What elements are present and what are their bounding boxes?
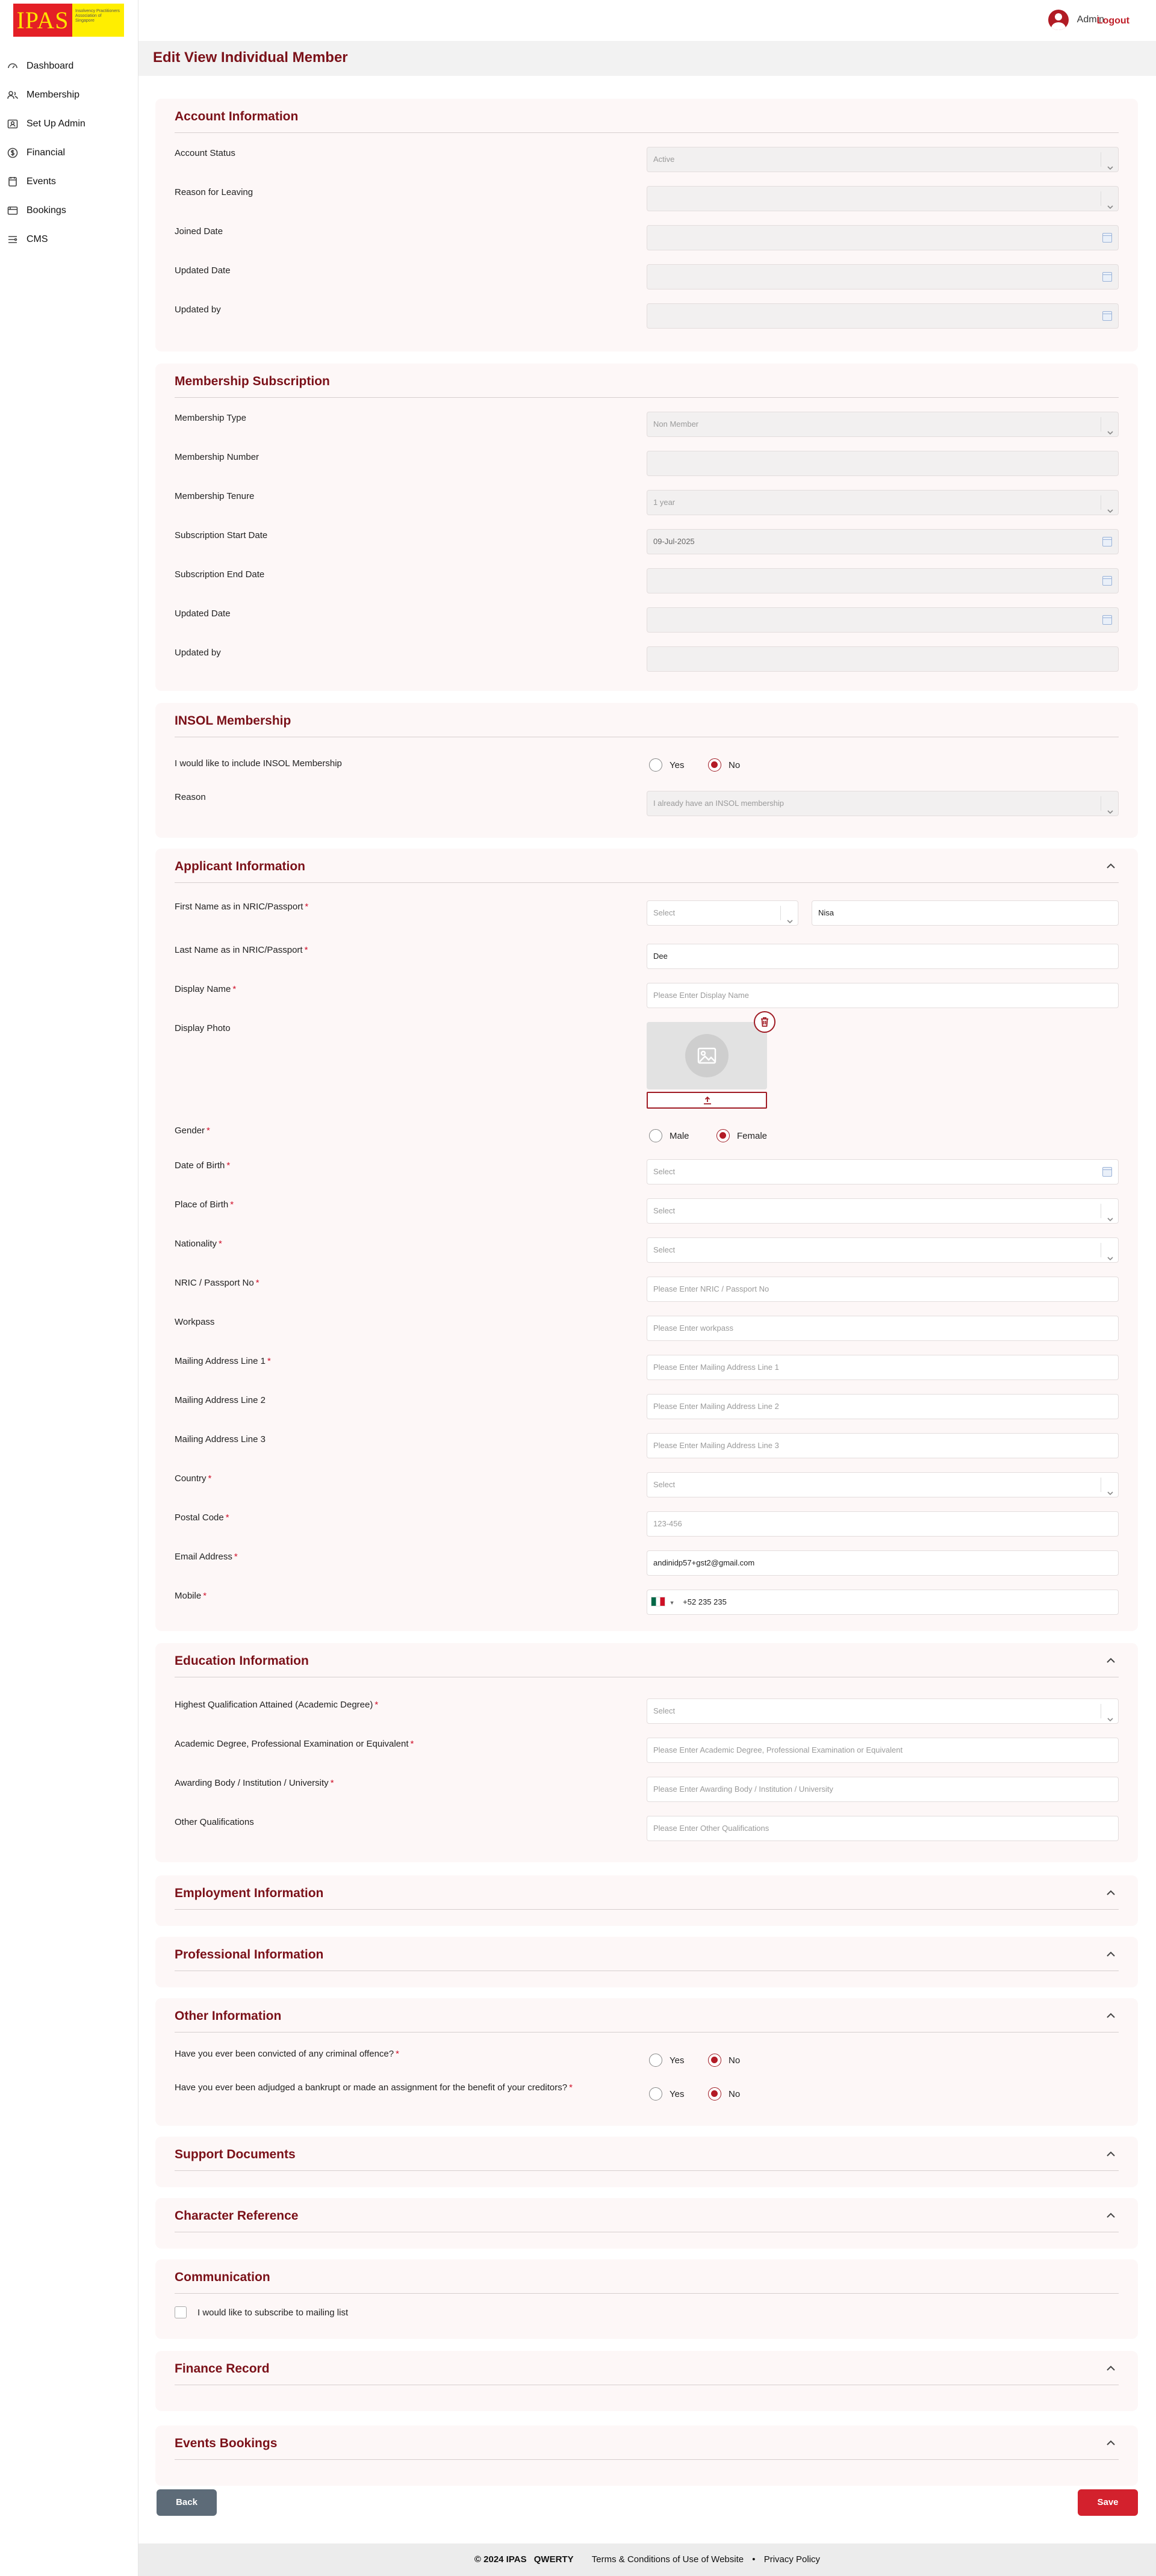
bankrupt-no-radio[interactable]: [708, 2087, 740, 2101]
nric-placeholder: Please Enter NRIC / Passport No: [653, 1284, 769, 1293]
chevron-down-icon: [1107, 421, 1113, 427]
chevron-down-icon: [1107, 1708, 1113, 1714]
admin-icon: [7, 119, 18, 129]
radio-label: No: [729, 2055, 741, 2066]
user-avatar-icon: [1048, 10, 1069, 30]
chevron-down-icon: [1107, 1482, 1113, 1488]
bookings-icon: [7, 205, 18, 216]
radio-label: Yes: [670, 2055, 685, 2066]
date-of-birth-field[interactable]: [647, 1159, 1119, 1184]
chevron-up-icon[interactable]: [1104, 1654, 1117, 1667]
country-placeholder: Select: [653, 1480, 676, 1489]
nric-label: NRIC / Passport No *: [175, 1278, 259, 1288]
reason-for-leaving-label: Reason for Leaving: [175, 187, 253, 197]
workpass-label: Workpass: [175, 1317, 215, 1327]
footer: [138, 2543, 1156, 2576]
address-line-3-input[interactable]: [647, 1433, 1119, 1458]
address-line-2-label: Mailing Address Line 2: [175, 1395, 266, 1405]
gender-male-radio[interactable]: [649, 1129, 689, 1142]
awarding-body-label: Awarding Body / Institution / University *: [175, 1778, 334, 1788]
address-line-3-placeholder: Please Enter Mailing Address Line 3: [653, 1441, 779, 1450]
calendar-icon[interactable]: [1102, 615, 1112, 625]
criminal-offence-label: Have you ever been convicted of any criminal offence? *: [175, 2049, 399, 2059]
address-line-2-input[interactable]: [647, 1394, 1119, 1419]
sidebar-item-financial[interactable]: [0, 138, 138, 167]
updated-by-field[interactable]: [647, 303, 1119, 329]
other-qualifications-input[interactable]: [647, 1816, 1119, 1841]
chevron-down-icon: [1107, 156, 1113, 163]
communication-card: [155, 2259, 1138, 2339]
insol-yes-radio[interactable]: [649, 758, 684, 772]
salutation-select[interactable]: [647, 900, 798, 926]
nric-label-text: NRIC / Passport No: [175, 1278, 254, 1288]
divider: [175, 397, 1119, 398]
page-title: Edit View Individual Member: [153, 49, 348, 66]
academic-degree-input[interactable]: [647, 1738, 1119, 1763]
first-name-value: Nisa: [818, 908, 834, 917]
divider: [175, 882, 1119, 883]
mobile-label-text: Mobile: [175, 1591, 202, 1601]
country-select[interactable]: [647, 1472, 1119, 1497]
events-bookings-card[interactable]: [155, 2426, 1138, 2486]
chevron-up-icon[interactable]: [1104, 859, 1117, 873]
sidebar-item-setup-admin[interactable]: [0, 110, 138, 138]
education-information-card: [155, 1643, 1138, 1862]
chevron-up-icon[interactable]: [1104, 2147, 1117, 2161]
last-name-value: Dee: [653, 952, 668, 961]
subscription-end-label: Subscription End Date: [175, 569, 265, 580]
subscription-updated-by-label: Updated by: [175, 648, 221, 658]
sidebar-nav: [0, 52, 138, 254]
sidebar-item-cms[interactable]: [0, 225, 138, 254]
membership-tenure-select[interactable]: [647, 490, 1119, 515]
awarding-body-input[interactable]: [647, 1777, 1119, 1802]
membership-subscription-title: Membership Subscription: [175, 374, 330, 388]
subscribe-mailing-list-label: I would like to subscribe to mailing list: [197, 2307, 349, 2318]
finance-record-card[interactable]: [155, 2351, 1138, 2411]
insol-membership-title: INSOL Membership: [175, 714, 291, 728]
user-menu[interactable]: [1048, 10, 1104, 30]
divider: [175, 1909, 1119, 1910]
email-label-text: Email Address: [175, 1552, 232, 1562]
display-photo-label: Display Photo: [175, 1023, 231, 1033]
joined-date-label: Joined Date: [175, 226, 223, 237]
updated-date-label: Updated Date: [175, 265, 231, 276]
membership-number-field[interactable]: [647, 451, 1119, 476]
workpass-placeholder: Please Enter workpass: [653, 1324, 733, 1333]
chevron-down-icon: [1107, 1208, 1113, 1214]
other-information-title: Other Information: [175, 2009, 282, 2023]
address-line-1-placeholder: Please Enter Mailing Address Line 1: [653, 1363, 779, 1372]
academic-degree-placeholder: Please Enter Academic Degree, Professional Examination or Equivalent: [653, 1745, 903, 1754]
footer-copyright: © 2024 IPAS: [474, 2554, 527, 2565]
joined-date-field[interactable]: [647, 225, 1119, 250]
criminal-offence-label-text: Have you ever been convicted of any criminal offence?: [175, 2049, 394, 2059]
membership-type-value: Non Member: [653, 420, 699, 429]
date-of-birth-label: Date of Birth *: [175, 1160, 231, 1171]
footer-brand[interactable]: QWERTY: [533, 2554, 574, 2565]
academic-degree-label-text: Academic Degree, Professional Examination or Equivalent: [175, 1739, 409, 1749]
sidebar-item-label: Bookings: [26, 205, 66, 215]
criminal-no-radio[interactable]: [708, 2054, 740, 2067]
user-name: Admin: [1077, 14, 1104, 25]
employment-information-title: Employment Information: [175, 1886, 324, 1900]
mobile-input[interactable]: [647, 1590, 1119, 1615]
applicant-information-card: [155, 849, 1138, 1631]
chevron-down-icon: [787, 910, 793, 916]
mexico-flag-icon[interactable]: [651, 1597, 665, 1606]
chevron-up-icon[interactable]: [1104, 2009, 1117, 2022]
finance-record-title: Finance Record: [175, 2362, 270, 2376]
display-name-input[interactable]: [647, 983, 1119, 1008]
gender-label-text: Gender: [175, 1125, 205, 1136]
logo-subtext: Insolvency Practitioners Association of Singapore: [72, 4, 124, 37]
education-information-title: Education Information: [175, 1654, 309, 1668]
calendar-icon[interactable]: [1102, 1167, 1112, 1177]
chevron-down-icon: [1107, 800, 1113, 807]
mobile-label: Mobile *: [175, 1591, 207, 1601]
calendar-icon[interactable]: [1102, 233, 1112, 243]
reason-for-leaving-select[interactable]: [647, 186, 1119, 211]
logo-text: IPAS: [13, 4, 72, 37]
chevron-up-icon[interactable]: [1104, 1886, 1117, 1899]
sidebar-item-dashboard[interactable]: [0, 52, 138, 81]
sidebar-item-label: Events: [26, 176, 56, 187]
highest-qualification-placeholder: Select: [653, 1706, 676, 1715]
chevron-down-icon: [1107, 196, 1113, 202]
academic-degree-label: Academic Degree, Professional Examination or Equivalent *: [175, 1739, 414, 1749]
chevron-up-icon[interactable]: [1104, 1948, 1117, 1961]
nric-input[interactable]: [647, 1277, 1119, 1302]
postal-code-placeholder: 123-456: [653, 1519, 682, 1528]
radio-label: No: [729, 2088, 741, 2099]
last-name-label: Last Name as in NRIC/Passport *: [175, 945, 308, 955]
sidebar-item-label: Dashboard: [26, 61, 74, 71]
professional-information-title: Professional Information: [175, 1948, 324, 1961]
nationality-label-text: Nationality: [175, 1239, 217, 1249]
gender-female-radio[interactable]: [716, 1129, 767, 1142]
bankrupt-label-text: Have you ever been adjudged a bankrupt or made an assignment for the benefit of your creditors?: [175, 2082, 568, 2093]
first-name-input[interactable]: [812, 900, 1119, 926]
salutation-placeholder: Select: [653, 908, 676, 917]
communication-title: Communication: [175, 2270, 270, 2284]
page-title-bar: [138, 41, 1156, 76]
employment-information-card[interactable]: [155, 1875, 1138, 1926]
sidebar-item-label: Financial: [26, 147, 66, 158]
membership-number-label: Membership Number: [175, 452, 259, 462]
insol-no-radio[interactable]: [708, 758, 740, 772]
sidebar-item-label: Set Up Admin: [26, 119, 85, 129]
radio-label: Yes: [670, 2088, 685, 2099]
nationality-label: Nationality *: [175, 1239, 222, 1249]
gender-label: Gender *: [175, 1125, 210, 1136]
sidebar-item-bookings[interactable]: [0, 196, 138, 225]
workpass-input[interactable]: [647, 1316, 1119, 1341]
top-bar: [138, 0, 1156, 41]
sidebar-item-label: Membership: [26, 90, 80, 100]
calendar-icon[interactable]: [1102, 537, 1112, 546]
email-label: Email Address *: [175, 1552, 238, 1562]
other-qualifications-placeholder: Please Enter Other Qualifications: [653, 1824, 769, 1833]
place-of-birth-label-text: Place of Birth: [175, 1200, 229, 1210]
image-placeholder-icon: [685, 1034, 729, 1077]
radio-label: No: [729, 760, 741, 770]
dollar-icon: [7, 147, 18, 158]
divider: [175, 2293, 1119, 2294]
display-name-placeholder: Please Enter Display Name: [653, 991, 749, 1000]
delete-photo-icon[interactable]: [754, 1011, 775, 1033]
highest-qualification-label: Highest Qualification Attained (Academic Degree) *: [175, 1700, 379, 1710]
calendar-icon[interactable]: [1102, 576, 1112, 586]
membership-subscription-card: [155, 364, 1138, 691]
radio-label: Female: [737, 1130, 768, 1141]
ipas-logo[interactable]: [13, 4, 124, 37]
country-code-chevron-icon[interactable]: ▼: [669, 1600, 675, 1606]
insol-reason-value: I already have an INSOL membership: [653, 799, 785, 808]
calendar-icon: [7, 176, 18, 187]
character-reference-title: Character Reference: [175, 2209, 299, 2223]
footer-separator: •: [752, 2554, 756, 2565]
email-value: andinidp57+gst2@gmail.com: [653, 1558, 755, 1567]
last-name-label-text: Last Name as in NRIC/Passport: [175, 945, 303, 955]
sidebar-item-label: CMS: [26, 234, 48, 244]
dashboard-icon: [7, 61, 18, 72]
criminal-yes-radio[interactable]: [649, 2054, 684, 2067]
save-button[interactable]: Save: [1078, 2489, 1138, 2516]
bankrupt-label: Have you ever been adjudged a bankrupt or made an assignment for the benefit of your creditors? *: [175, 2082, 573, 2093]
calendar-icon[interactable]: [1102, 311, 1112, 321]
display-name-label-text: Display Name: [175, 984, 231, 994]
account-information-card: [155, 99, 1138, 351]
support-documents-title: Support Documents: [175, 2147, 296, 2161]
sidebar-item-events[interactable]: [0, 167, 138, 196]
nationality-select[interactable]: [647, 1237, 1119, 1263]
other-qualifications-label: Other Qualifications: [175, 1817, 254, 1827]
divider: [175, 2170, 1119, 2171]
chevron-down-icon: [1107, 500, 1113, 506]
place-of-birth-placeholder: Select: [653, 1206, 676, 1215]
date-of-birth-label-text: Date of Birth: [175, 1160, 225, 1171]
chevron-up-icon[interactable]: [1104, 2436, 1117, 2450]
address-line-2-placeholder: Please Enter Mailing Address Line 2: [653, 1402, 779, 1411]
sidebar-item-membership[interactable]: [0, 81, 138, 110]
back-button[interactable]: Back: [157, 2489, 217, 2516]
last-name-input[interactable]: [647, 944, 1119, 969]
cms-icon: [7, 234, 18, 245]
radio-label: Male: [670, 1130, 689, 1141]
logout-link[interactable]: Logout: [1096, 16, 1130, 26]
insol-membership-card: [155, 703, 1138, 838]
support-documents-card[interactable]: [155, 2137, 1138, 2187]
subscription-start-label: Subscription Start Date: [175, 530, 268, 540]
divider: [175, 2032, 1119, 2033]
display-photo-preview: [647, 1022, 767, 1089]
subscription-start-field[interactable]: [647, 529, 1119, 554]
sidebar: [0, 0, 138, 2576]
address-line-1-label: Mailing Address Line 1 *: [175, 1356, 271, 1366]
membership-type-label: Membership Type: [175, 413, 246, 423]
membership-tenure-value: 1 year: [653, 498, 676, 507]
place-of-birth-label: Place of Birth *: [175, 1200, 234, 1210]
mobile-value: +52 235 235: [683, 1597, 727, 1606]
events-bookings-title: Events Bookings: [175, 2436, 278, 2450]
account-status-label: Account Status: [175, 148, 235, 158]
updated-by-label: Updated by: [175, 305, 221, 315]
upload-photo-button[interactable]: [647, 1092, 767, 1109]
subscription-start-value: 09-Jul-2025: [653, 537, 695, 546]
awarding-body-label-text: Awarding Body / Institution / University: [175, 1778, 329, 1788]
subscription-updated-date-field[interactable]: [647, 607, 1119, 633]
upload-icon: [703, 1096, 712, 1104]
radio-label: Yes: [670, 760, 685, 770]
date-of-birth-placeholder: Select: [653, 1167, 676, 1176]
divider: [175, 2459, 1119, 2460]
insol-reason-label: Reason: [175, 792, 206, 802]
calendar-icon[interactable]: [1102, 272, 1112, 282]
membership-type-select[interactable]: [647, 412, 1119, 437]
country-label: Country *: [175, 1473, 212, 1484]
highest-qualification-label-text: Highest Qualification Attained (Academic Degree): [175, 1700, 373, 1710]
first-name-label: First Name as in NRIC/Passport *: [175, 902, 309, 912]
chevron-down-icon: [1107, 1247, 1113, 1253]
checkbox-box[interactable]: [175, 2306, 187, 2318]
account-information-title: Account Information: [175, 110, 299, 123]
updated-date-field[interactable]: [647, 264, 1119, 289]
professional-information-card[interactable]: [155, 1937, 1138, 1987]
email-input[interactable]: [647, 1550, 1119, 1576]
postal-code-label: Postal Code *: [175, 1512, 229, 1523]
display-name-label: Display Name *: [175, 984, 237, 994]
chevron-up-icon[interactable]: [1104, 2209, 1117, 2222]
awarding-body-placeholder: Please Enter Awarding Body / Institution / University: [653, 1785, 833, 1794]
place-of-birth-select[interactable]: [647, 1198, 1119, 1224]
account-status-select[interactable]: [647, 147, 1119, 172]
membership-tenure-label: Membership Tenure: [175, 491, 255, 501]
subscription-end-field[interactable]: [647, 568, 1119, 593]
footer-privacy-link[interactable]: Privacy Policy: [763, 2554, 821, 2565]
first-name-label-text: First Name as in NRIC/Passport: [175, 902, 303, 912]
insol-reason-select[interactable]: [647, 791, 1119, 816]
subscribe-mailing-list-checkbox[interactable]: [175, 2306, 348, 2318]
country-label-text: Country: [175, 1473, 207, 1484]
other-information-card: [155, 1998, 1138, 2126]
address-line-1-label-text: Mailing Address Line 1: [175, 1356, 266, 1366]
address-line-3-label: Mailing Address Line 3: [175, 1434, 266, 1444]
applicant-information-title: Applicant Information: [175, 859, 305, 873]
users-icon: [7, 90, 18, 101]
bankrupt-yes-radio[interactable]: [649, 2087, 684, 2101]
account-status-value: Active: [653, 155, 675, 164]
nationality-placeholder: Select: [653, 1245, 676, 1254]
subscription-updated-by-field[interactable]: [647, 646, 1119, 672]
chevron-up-icon[interactable]: [1104, 2362, 1117, 2375]
insol-include-label: I would like to include INSOL Membership: [175, 758, 342, 769]
divider: [175, 132, 1119, 133]
highest-qualification-select[interactable]: [647, 1698, 1119, 1724]
character-reference-card[interactable]: [155, 2198, 1138, 2249]
postal-code-input[interactable]: [647, 1511, 1119, 1537]
subscription-updated-date-label: Updated Date: [175, 608, 231, 619]
footer-terms-link[interactable]: Terms & Conditions of Use of Website: [591, 2554, 744, 2565]
postal-code-label-text: Postal Code: [175, 1512, 224, 1523]
address-line-1-input[interactable]: [647, 1355, 1119, 1380]
